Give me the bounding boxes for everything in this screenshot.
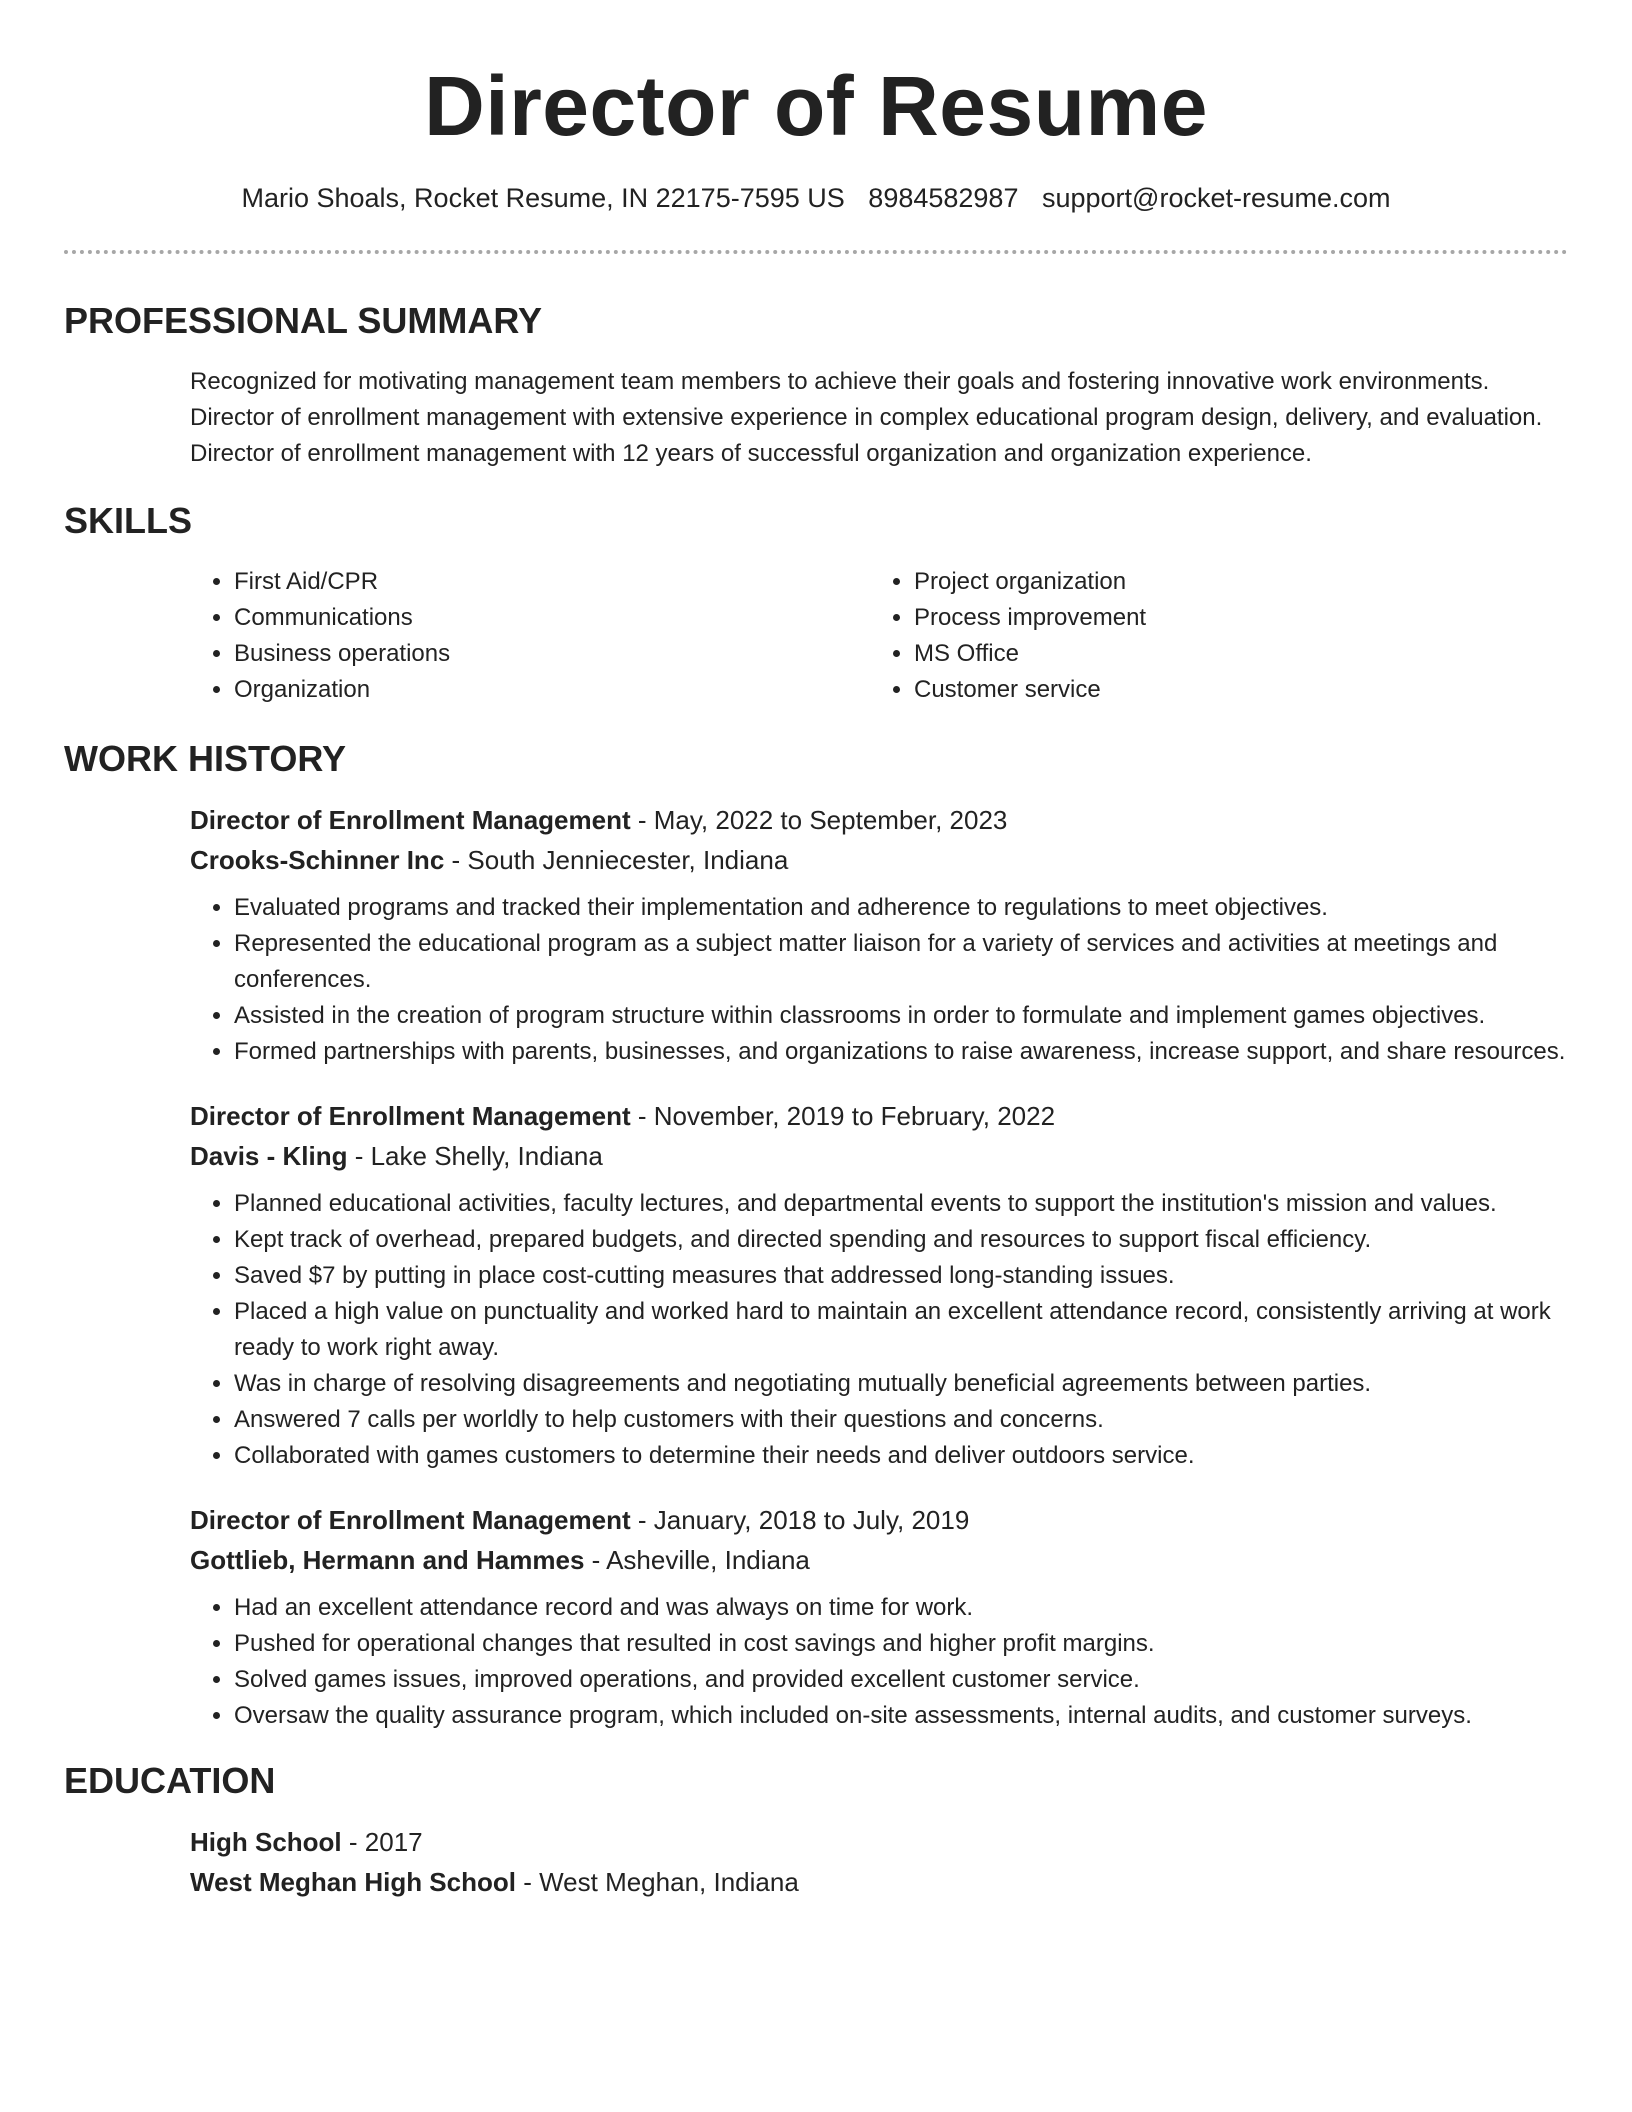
skill-item: • Business operations [234, 636, 870, 672]
education-school: West Meghan High School [190, 1867, 516, 1897]
job-bullet: • Was in charge of resolving disagreements and negotiating mutually beneficial agreements between parties. [234, 1366, 1568, 1402]
contact-email: support@rocket-resume.com [1041, 183, 1391, 213]
education-degree-line [190, 1822, 1568, 1862]
job-location: - South Jenniecester, Indiana [444, 845, 789, 875]
work-history-heading: WORK HISTORY [64, 738, 347, 779]
skill-item: • Process improvement [914, 600, 1550, 636]
education-heading: EDUCATION [64, 1760, 276, 1801]
skill-item: • Customer service [914, 672, 1550, 708]
contact-line [0, 180, 1632, 216]
job-role: Director of Enrollment Management [190, 805, 631, 835]
job-bullet: • Planned educational activities, faculty lectures, and departmental events to support the institution's mission and values. [234, 1186, 1568, 1222]
education-degree: High School [190, 1827, 342, 1857]
summary-body [190, 364, 1568, 472]
job-company: Crooks-Schinner Inc [190, 845, 445, 875]
job-company: Davis - Kling [190, 1141, 348, 1171]
job-role-line [190, 1500, 1568, 1540]
contact-address: Mario Shoals, Rocket Resume, IN 22175-7595 US [241, 183, 845, 213]
skills-column-right [870, 564, 1550, 708]
resume-content [64, 300, 1568, 1902]
job-entry [190, 1500, 1568, 1734]
resume-title: Director of Resume [424, 59, 1208, 153]
education-school-line [190, 1862, 1568, 1902]
job-entry [190, 800, 1568, 1070]
job-bullet: • Represented the educational program as a subject matter liaison for a variety of services and activities at meetings and conferences. [234, 926, 1568, 998]
summary-text: Recognized for motivating management team members to achieve their goals and fostering innovative work environments. Director of enrollment management with extensive experience in complex educational program design, delivery, and evaluation. Director of enrollment management with 12 years of successful organization and organization experience. [190, 368, 1543, 467]
education-body [190, 1822, 1568, 1902]
job-bullet: • Formed partnerships with parents, businesses, and organizations to raise awareness, increase support, and share resources. [234, 1034, 1568, 1070]
skill-item: • Organization [234, 672, 870, 708]
job-location: - Asheville, Indiana [584, 1545, 810, 1575]
education-location: - West Meghan, Indiana [515, 1867, 799, 1897]
job-bullet: • Had an excellent attendance record and was always on time for work. [234, 1590, 1568, 1626]
skill-item: • First Aid/CPR [234, 564, 870, 600]
job-bullet: • Solved games issues, improved operations, and provided excellent customer service. [234, 1662, 1568, 1698]
job-dates: - May, 2022 to September, 2023 [630, 805, 1008, 835]
job-location: - Lake Shelly, Indiana [347, 1141, 603, 1171]
job-entry [190, 1096, 1568, 1474]
job-bullet: • Evaluated programs and tracked their implementation and adherence to regulations to meet objectives. [234, 890, 1568, 926]
job-bullet: • Saved $7 by putting in place cost-cutting measures that addressed long-standing issues. [234, 1258, 1568, 1294]
job-role: Director of Enrollment Management [190, 1101, 631, 1131]
job-bullet: • Pushed for operational changes that resulted in cost savings and higher profit margins. [234, 1626, 1568, 1662]
job-bullets [190, 1186, 1568, 1474]
job-bullet: • Placed a high value on punctuality and worked hard to maintain an excellent attendance record, consistently arriving at work ready to work right away. [234, 1294, 1568, 1366]
job-company: Gottlieb, Hermann and Hammes [190, 1545, 585, 1575]
job-role: Director of Enrollment Management [190, 1505, 631, 1535]
skill-item: • MS Office [914, 636, 1550, 672]
header-divider [64, 250, 1568, 254]
job-company-line [190, 1540, 1568, 1580]
skill-item: • Communications [234, 600, 870, 636]
job-dates: - November, 2019 to February, 2022 [630, 1101, 1056, 1131]
job-bullet: • Answered 7 calls per worldly to help customers with their questions and concerns. [234, 1402, 1568, 1438]
job-company-line [190, 840, 1568, 880]
summary-heading: PROFESSIONAL SUMMARY [64, 300, 543, 341]
skills-heading: SKILLS [64, 500, 193, 541]
job-bullet: • Collaborated with games customers to determine their needs and deliver outdoors service. [234, 1438, 1568, 1474]
job-role-line [190, 800, 1568, 840]
job-company-line [190, 1136, 1568, 1176]
job-bullet: • Assisted in the creation of program structure within classrooms in order to formulate and implement games objectives. [234, 998, 1568, 1034]
job-bullet: • Kept track of overhead, prepared budgets, and directed spending and resources to support fiscal efficiency. [234, 1222, 1568, 1258]
skill-item: • Project organization [914, 564, 1550, 600]
skills-column-left [190, 564, 870, 708]
job-bullets [190, 890, 1568, 1070]
skills-list [190, 564, 1568, 708]
job-bullet: • Oversaw the quality assurance program, which included on-site assessments, internal audits, and customer surveys. [234, 1698, 1568, 1734]
education-year: - 2017 [341, 1827, 423, 1857]
job-role-line [190, 1096, 1568, 1136]
job-bullets [190, 1590, 1568, 1734]
job-dates: - January, 2018 to July, 2019 [630, 1505, 970, 1535]
contact-phone: 8984582987 [868, 183, 1019, 213]
work-history-body [190, 800, 1568, 1734]
